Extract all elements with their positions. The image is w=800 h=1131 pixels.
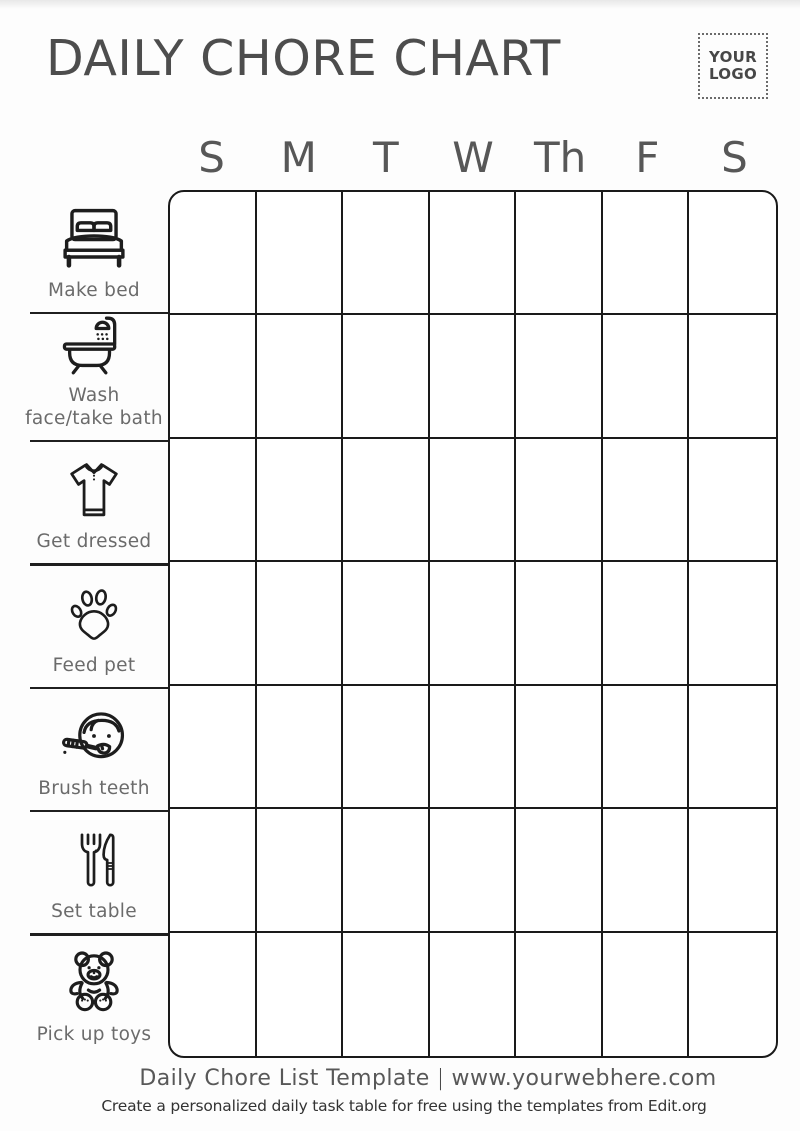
chore-label [37,1024,152,1047]
chore-row-wash-face-take-bath [20,313,168,441]
teddy-bear-icon [59,948,129,1018]
chore-row-make-bed [20,190,168,313]
chore-row-get-dressed [20,441,168,564]
grid-cell-0-1[interactable] [257,192,344,315]
chore-row-feed-pet [20,565,168,688]
grid-cell-5-0[interactable] [170,809,257,932]
chore-label-line: face/take bath [25,407,163,429]
grid-cell-2-6[interactable] [689,439,776,562]
grid-cell-4-1[interactable] [257,686,344,809]
grid-cell-4-3[interactable] [430,686,517,809]
day-header-row [168,122,778,184]
chore-label-line: Feed pet [52,654,136,676]
grid-cell-1-5[interactable] [603,315,690,438]
grid-cell-0-3[interactable] [430,192,517,315]
day-header-2: T [373,133,399,182]
chore-label [51,901,137,924]
grid-cell-3-4[interactable] [516,562,603,685]
logo-text-line2: LOGO [708,65,758,83]
toothbrush-face-icon [57,704,131,772]
grid-cell-0-0[interactable] [170,192,257,315]
grid-cell-5-1[interactable] [257,809,344,932]
grid-cell-1-6[interactable] [689,315,776,438]
bathtub-icon [56,313,132,379]
grid-cell-2-0[interactable] [170,439,257,562]
grid-cell-5-4[interactable] [516,809,603,932]
chore-label [38,778,150,801]
chore-label [53,655,136,678]
paw-icon [65,587,123,649]
grid-cell-4-5[interactable] [603,686,690,809]
grid-cell-5-3[interactable] [430,809,517,932]
cutlery-icon [67,829,121,895]
chore-label-line: Set table [51,901,137,923]
grid-cell-5-6[interactable] [689,809,776,932]
chore-label [25,385,163,430]
grid-cell-0-6[interactable] [689,192,776,315]
grid-cell-2-4[interactable] [516,439,603,562]
grid-cell-4-4[interactable] [516,686,603,809]
chore-label-column [20,190,168,1058]
grid-cell-3-0[interactable] [170,562,257,685]
grid-cell-2-2[interactable] [343,439,430,562]
grid-cell-4-6[interactable] [689,686,776,809]
chore-row-set-table [20,811,168,934]
grid-cell-5-2[interactable] [343,809,430,932]
grid-cell-6-0[interactable] [170,933,257,1056]
day-header-4: Th [533,133,587,182]
footer-website-url: www.yourwebhere.com [451,1066,717,1091]
grid-cell-1-4[interactable] [516,315,603,438]
grid-cell-4-0[interactable] [170,686,257,809]
chore-label-line: Make bed [48,279,140,301]
grid-cell-6-2[interactable] [343,933,430,1056]
page-title: DAILY CHORE CHART [46,30,561,87]
day-header-0: S [198,133,225,182]
grid-cell-6-6[interactable] [689,933,776,1056]
grid-cell-3-3[interactable] [430,562,517,685]
grid-cell-2-3[interactable] [430,439,517,562]
logo-text-line1: YOUR [708,48,757,67]
grid-cell-0-2[interactable] [343,192,430,315]
footer-template-name: Daily Chore List Template [139,1066,430,1091]
shirt-icon [63,459,125,525]
day-header-1: M [280,133,317,182]
chore-label [37,531,152,554]
chore-label-line: Wash [68,385,120,407]
chore-grid [168,190,778,1058]
day-header-6: S [721,133,748,182]
logo-placeholder[interactable] [698,33,768,99]
bed-icon [56,206,132,274]
chore-label [48,280,140,303]
grid-cell-0-5[interactable] [603,192,690,315]
grid-cell-1-0[interactable] [170,315,257,438]
grid-cell-0-4[interactable] [516,192,603,315]
grid-cell-5-5[interactable] [603,809,690,932]
grid-cell-1-3[interactable] [430,315,517,438]
grid-cell-4-2[interactable] [343,686,430,809]
grid-cell-6-5[interactable] [603,933,690,1056]
chore-label-line: Get dressed [36,531,152,553]
grid-cell-3-1[interactable] [257,562,344,685]
day-header-3: W [452,133,494,182]
grid-cell-2-1[interactable] [257,439,344,562]
footer-tagline: Create a personalized daily task table for free using the templates from Edit.org [101,1097,707,1115]
grid-cell-3-5[interactable] [603,562,690,685]
grid-cell-6-4[interactable] [516,933,603,1056]
grid-cell-6-3[interactable] [430,933,517,1056]
chore-label-line: Brush teeth [38,777,150,799]
day-header-5: F [635,133,660,182]
footer-credit [0,1066,800,1091]
grid-cell-2-5[interactable] [603,439,690,562]
grid-cell-6-1[interactable] [257,933,344,1056]
grid-cell-1-1[interactable] [257,315,344,438]
chore-row-brush-teeth [20,688,168,811]
grid-cell-3-2[interactable] [343,562,430,685]
footer-separator: | [436,1066,445,1091]
grid-cell-1-2[interactable] [343,315,430,438]
grid-cell-3-6[interactable] [689,562,776,685]
chore-row-pick-up-toys [20,935,168,1058]
chore-label-line: Pick up toys [36,1024,152,1046]
